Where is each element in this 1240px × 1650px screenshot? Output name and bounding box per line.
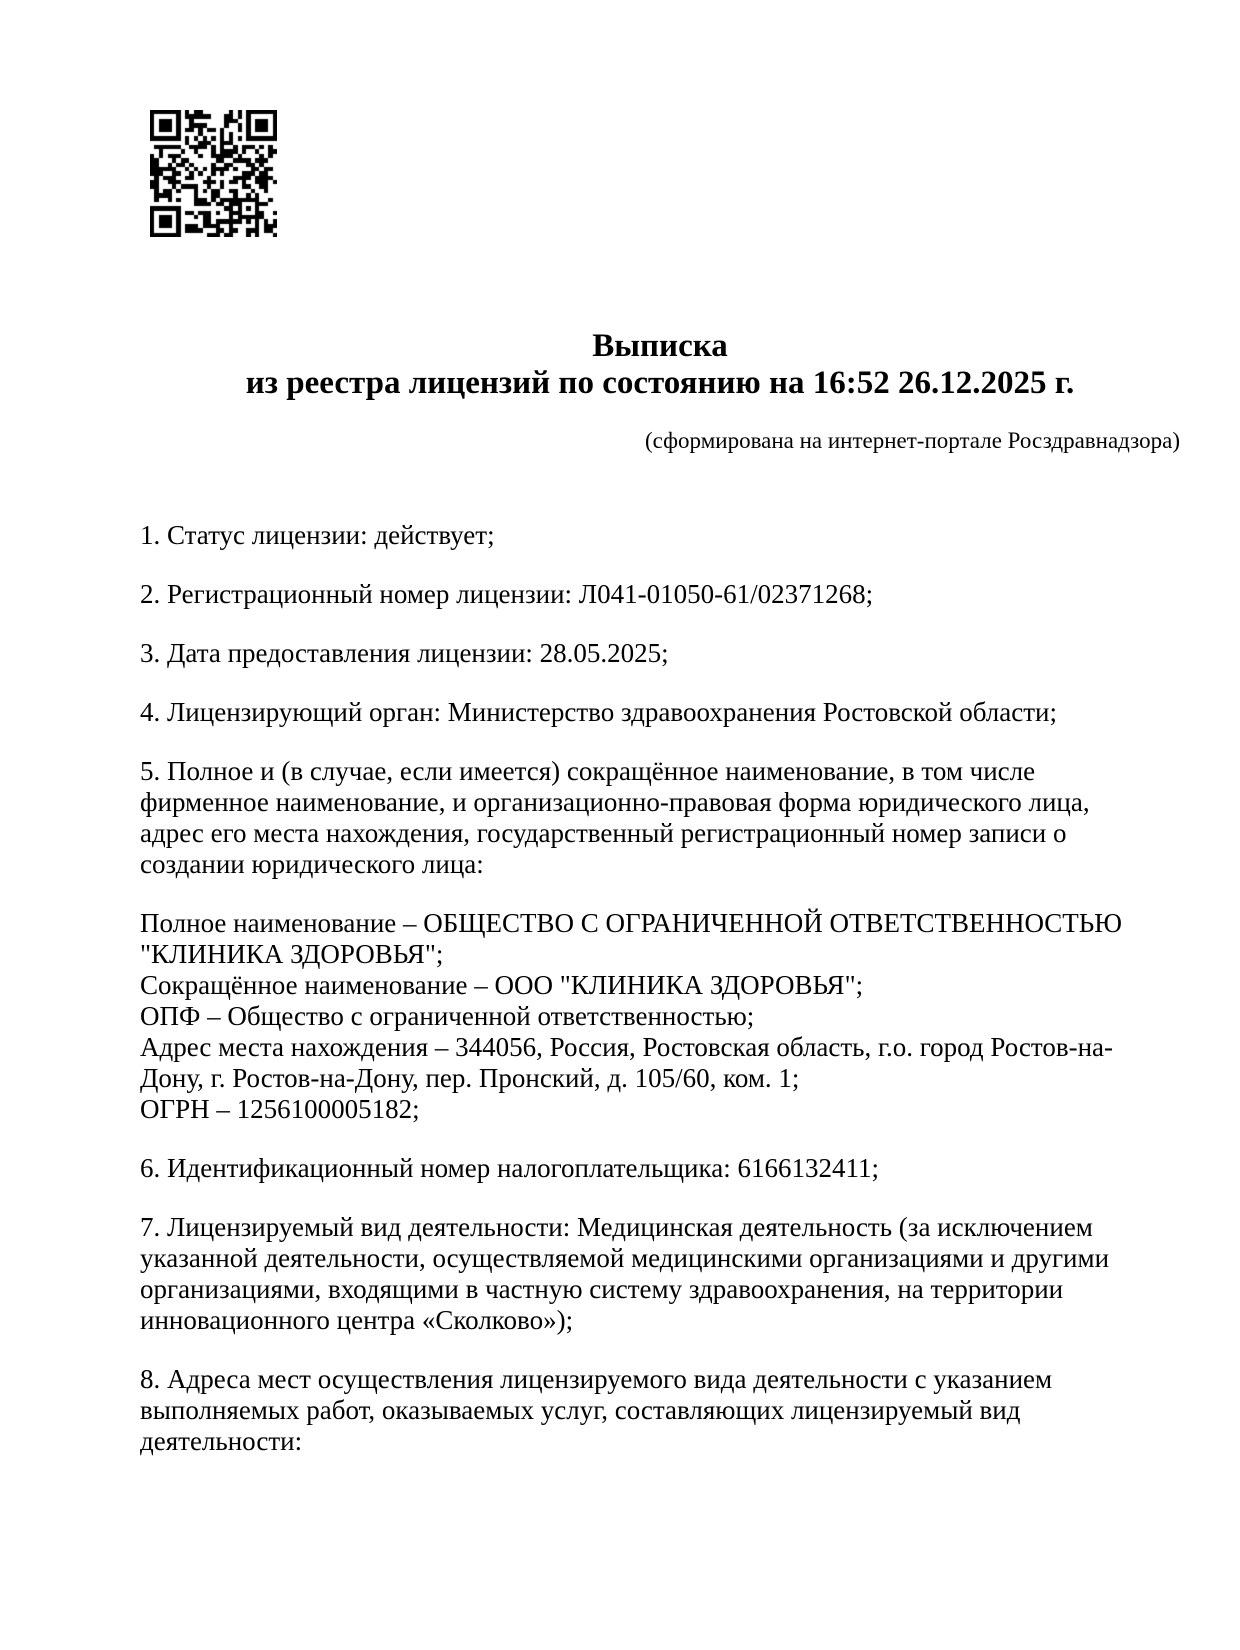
ogrn-line: ОГРН – 1256100005182; bbox=[140, 1094, 420, 1124]
document-header bbox=[140, 0, 1180, 454]
licensed-activity-paragraph: 7. Лицензируемый вид деятельности: Медицинская деятельность (за исключением указанной деятельности, осуществляемой медицинскими организациями и другими организациями, входящими в частную систему здравоохранения, на территории инновационного центра «Сколково»); bbox=[140, 1212, 1110, 1335]
licensing-authority-paragraph: 4. Лицензирующий орган: Министерство здравоохранения Ростовской области; bbox=[140, 697, 1057, 727]
legal-entity-details bbox=[140, 908, 1145, 1125]
address-line: Адрес места нахождения – 344056, Россия, Ростовская область, г.о. город Ростов-на-Дону, г. Ростов-на-Дону, пер. Пронский, д. 105/60, ком. 1; bbox=[140, 1032, 1113, 1093]
document-body bbox=[140, 454, 1145, 1457]
full-name-line: Полное наименование – ОБЩЕСТВО С ОГРАНИЧЕННОЙ ОТВЕТСТВЕННОСТЬЮ "КЛИНИКА ЗДОРОВЬЯ"; bbox=[140, 908, 1123, 969]
entity-name-heading-paragraph: 5. Полное и (в случае, если имеется) сокращённое наименование, в том числе фирменное наименование, и организационно-правовая форма юридического лица, адрес его места нахождения, государственный регистрационный номер записи о создании юридического лица: bbox=[140, 756, 1090, 879]
license-status-paragraph: 1. Статус лицензии: действует; bbox=[140, 520, 495, 550]
document-title bbox=[140, 328, 1180, 402]
opf-line: ОПФ – Общество с ограниченной ответственностью; bbox=[140, 1001, 755, 1031]
license-date-paragraph: 3. Дата предоставления лицензии: 28.05.2025; bbox=[140, 638, 669, 668]
registration-number-paragraph: 2. Регистрационный номер лицензии: Л041-01050-61/02371268; bbox=[140, 579, 874, 609]
activity-addresses-paragraph: 8. Адреса мест осуществления лицензируемого вида деятельности с указанием выполняемых работ, оказываемых услуг, составляющих лицензируемый вид деятельности: bbox=[140, 1364, 1053, 1456]
short-name-line: Сокращённое наименование – ООО "КЛИНИКА ЗДОРОВЬЯ"; bbox=[140, 970, 864, 1000]
inn-paragraph: 6. Идентификационный номер налогоплательщика: 6166132411; bbox=[140, 1153, 879, 1183]
title-line-1: Выписка bbox=[592, 328, 728, 364]
qr-code-image bbox=[150, 110, 277, 237]
document-subtitle: (сформирована на интернет-портале Росздравнадзора) bbox=[645, 428, 1180, 453]
title-line-2: из реестра лицензий по состоянию на 16:52 26.12.2025 г. bbox=[245, 365, 1075, 401]
